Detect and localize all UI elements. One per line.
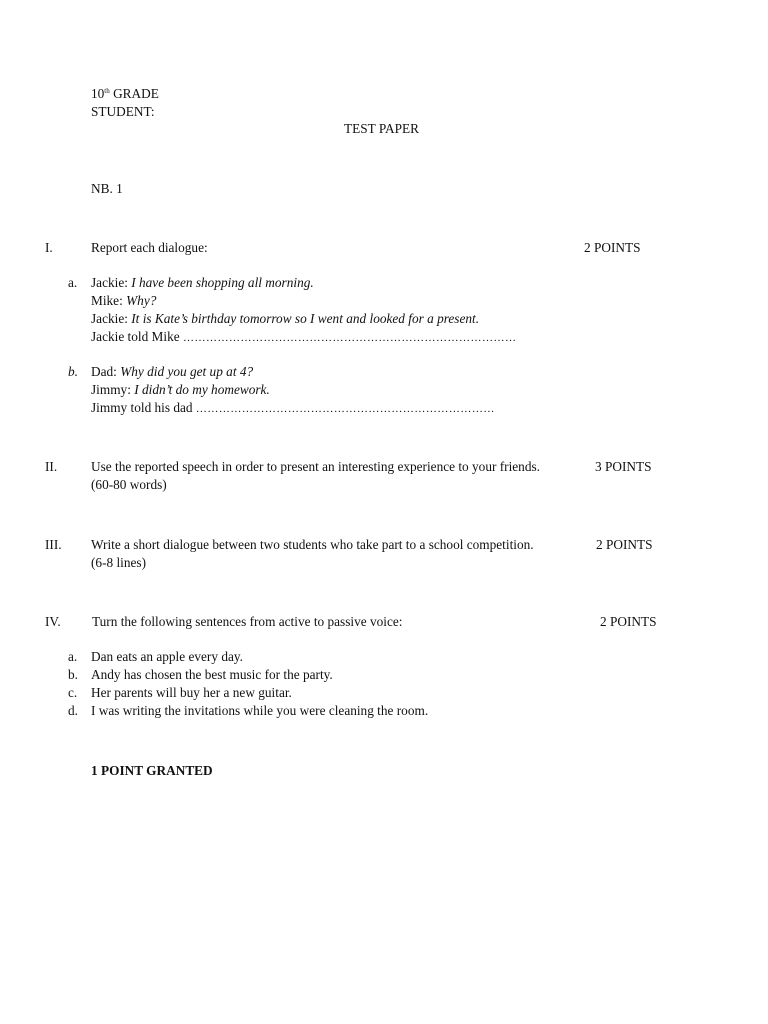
dialogue-text: I have been shopping all morning. [131, 275, 314, 290]
section-2-points: 3 POINTS [595, 459, 652, 474]
list-item-marker: d. [68, 703, 78, 718]
section-2-instruction: Use the reported speech in order to present an interesting experience to your friends. [91, 459, 540, 474]
report-line-a [91, 328, 516, 347]
answer-dots: …………………………………………………………………………… [182, 332, 517, 344]
page-title: TEST PAPER [344, 121, 420, 136]
section-1-points: 2 POINTS [584, 240, 641, 255]
dialogue-text: Why did you get up at 4? [120, 364, 254, 379]
section-4-instruction: Turn the following sentences from active to passive voice: [92, 614, 403, 629]
list-item: I was writing the invitations while you were cleaning the room. [91, 703, 429, 718]
grade-label: GRADE [113, 86, 159, 101]
section-1-numeral: I. [45, 240, 53, 255]
dialogue-text: It is Kate’s birthday tomorrow so I went and looked for a present. [131, 311, 480, 326]
section-2-note: (60-80 words) [91, 477, 167, 492]
section-4-points: 2 POINTS [600, 614, 657, 629]
student-label: STUDENT: [91, 104, 155, 119]
report-prompt: Jackie told Mike [91, 329, 180, 344]
dialogue-line [91, 310, 479, 328]
report-prompt: Jimmy told his dad [91, 400, 193, 415]
list-item-marker: b. [68, 667, 78, 682]
grade-suffix: th [104, 87, 110, 95]
list-item: Andy has chosen the best music for the party. [91, 667, 333, 682]
dialogue-line [91, 381, 270, 399]
section-1a-marker: a. [68, 275, 78, 290]
report-line-b [91, 399, 495, 418]
list-item-marker: a. [68, 649, 78, 664]
grade-line [91, 85, 159, 103]
list-item: Her parents will buy her a new guitar. [91, 685, 292, 700]
dialogue-line [91, 363, 253, 381]
speaker: Jackie: [91, 275, 128, 290]
points-granted: 1 POINT GRANTED [91, 763, 213, 778]
list-item: Dan eats an apple every day. [91, 649, 243, 664]
dialogue-line [91, 292, 156, 310]
section-3-note: (6-8 lines) [91, 555, 147, 570]
dialogue-line [91, 274, 314, 292]
answer-dots: …………………………………………………………………… [195, 403, 495, 415]
speaker: Dad: [91, 364, 117, 379]
dialogue-text: I didn’t do my homework. [134, 382, 270, 397]
section-4-numeral: IV. [45, 614, 61, 629]
list-item-marker: c. [68, 685, 78, 700]
nb-label: NB. 1 [91, 181, 123, 196]
section-2-numeral: II. [45, 459, 58, 474]
grade-number: 10 [91, 86, 105, 101]
dialogue-text: Why? [126, 293, 157, 308]
section-3-numeral: III. [45, 537, 62, 552]
section-3-points: 2 POINTS [596, 537, 653, 552]
speaker: Jimmy: [91, 382, 131, 397]
speaker: Mike: [91, 293, 123, 308]
section-1-instruction: Report each dialogue: [91, 240, 208, 255]
speaker: Jackie: [91, 311, 128, 326]
section-3-instruction: Write a short dialogue between two students who take part to a school competition. [91, 537, 534, 552]
section-1b-marker: b. [68, 364, 78, 379]
